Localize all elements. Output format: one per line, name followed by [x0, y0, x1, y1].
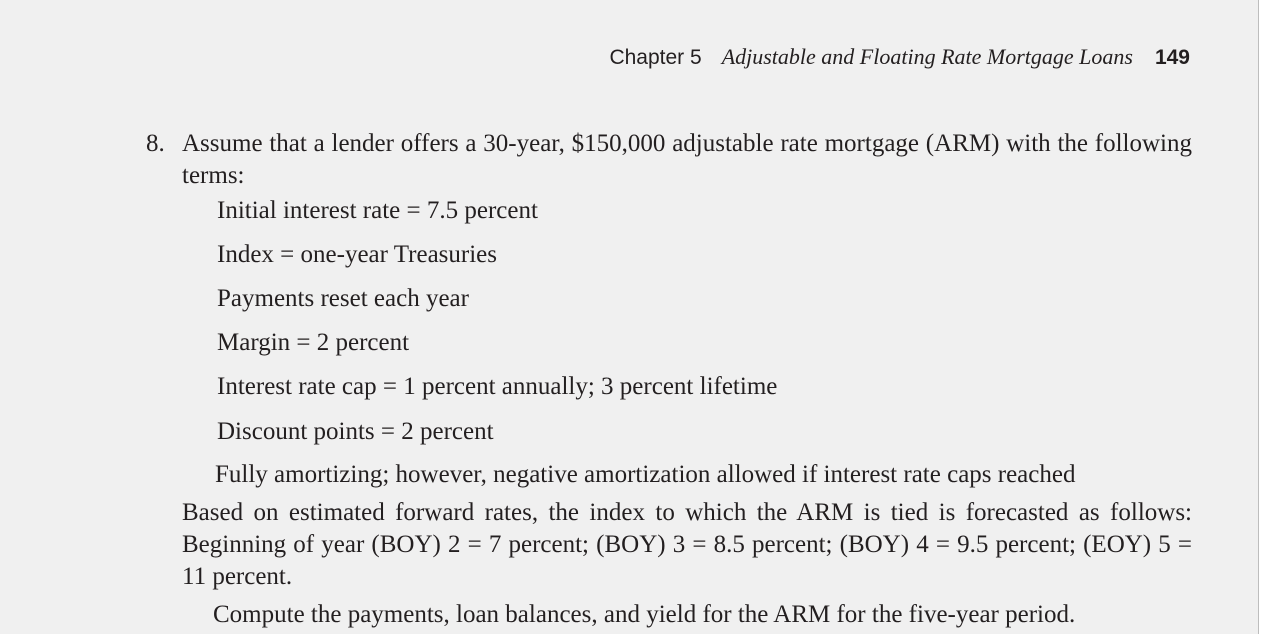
problem-question: Compute the payments, loan balances, and yield for the ARM for the five-year period.: [213, 601, 1076, 628]
chapter-label: Chapter 5: [609, 46, 702, 69]
page-edge: [1258, 0, 1265, 634]
term-discount-points: Discount points = 2 percent: [217, 418, 494, 445]
term-index: Index = one-year Treasuries: [217, 241, 497, 268]
index-forecast: Based on estimated forward rates, the index to which the ARM is tied is forecasted as follows: Beginning of year (BOY) 2 = 7 percent; (BOY) 3 = 8.5 percent; (BOY) 4 = 9.5 percent; (EOY) 5 = 11 percent.: [182, 499, 1192, 590]
running-header: [0, 44, 1190, 70]
term-initial-rate: Initial interest rate = 7.5 percent: [217, 197, 538, 224]
term-amortization: Fully amortizing; however, negative amortization allowed if interest rate caps reached: [215, 461, 1076, 488]
problem-number: 8.: [146, 130, 165, 157]
page-number: 149: [1154, 46, 1190, 69]
term-payment-reset: Payments reset each year: [217, 285, 469, 312]
term-margin: Margin = 2 percent: [217, 329, 410, 356]
problem-intro: Assume that a lender offers a 30-year, $150,000 adjustable rate mortgage (ARM) with the following terms:: [182, 130, 1192, 189]
chapter-title: Adjustable and Floating Rate Mortgage Loans: [721, 44, 1133, 69]
term-rate-cap: Interest rate cap = 1 percent annually; 3 percent lifetime: [217, 373, 778, 400]
